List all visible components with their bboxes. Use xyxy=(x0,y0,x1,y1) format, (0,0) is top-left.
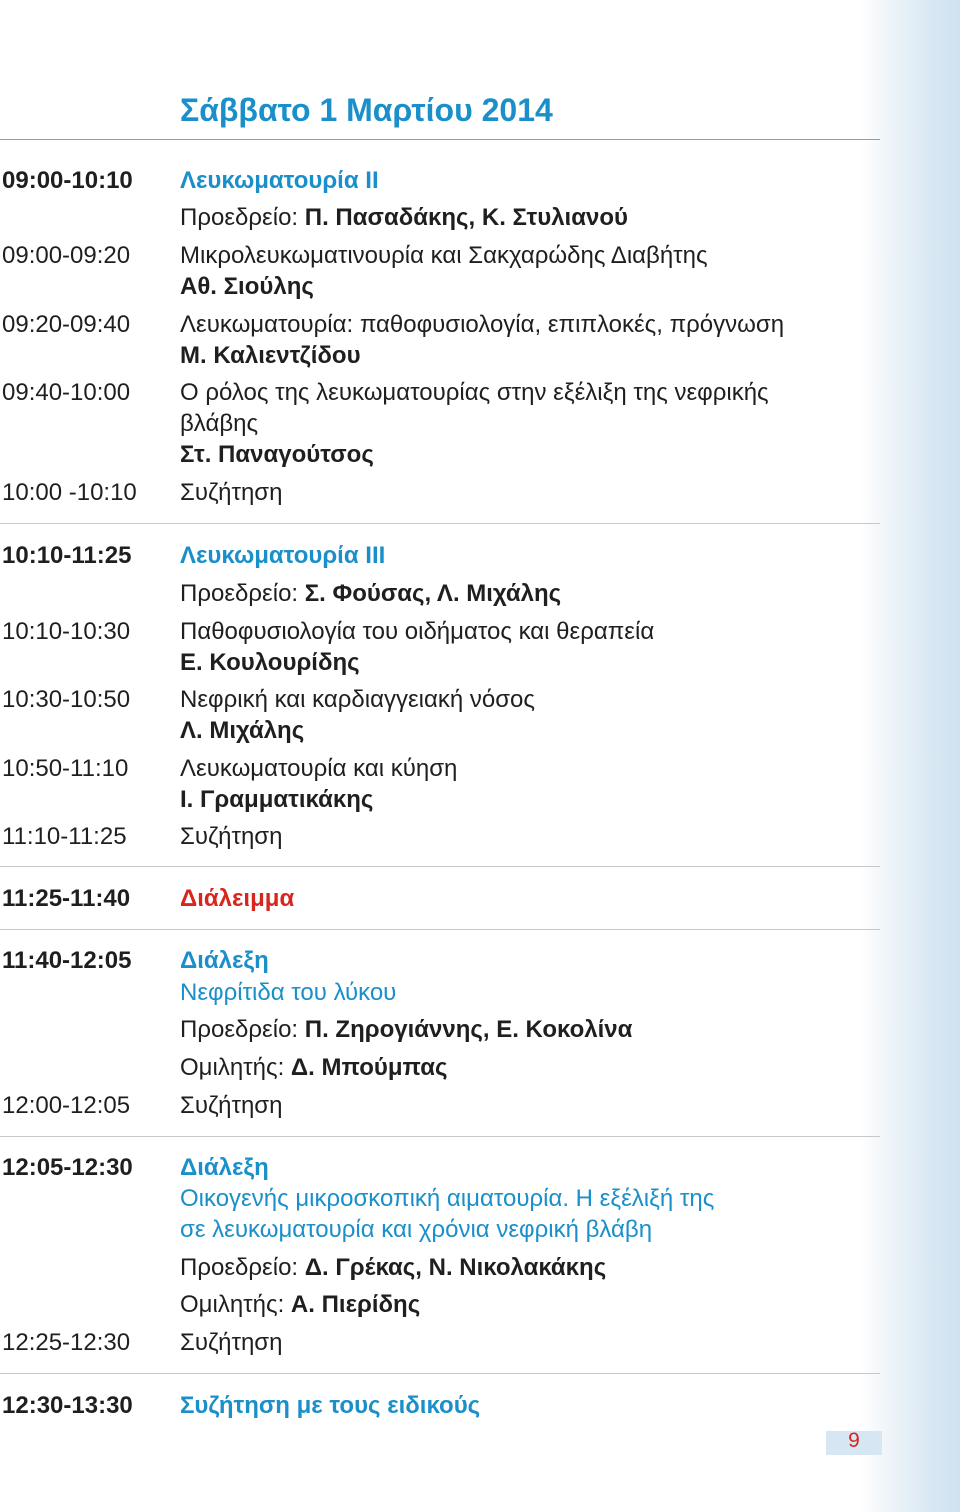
session-title: Λευκωματουρία ΙΙ xyxy=(180,167,379,194)
talk-title: Λευκωματουρία: παθοφυσιολογία, επιπλοκές, πρόγνωση xyxy=(180,311,785,338)
session-title: Συζήτηση με τους ειδικούς xyxy=(180,1392,481,1419)
talk-title-line1: Ο ρόλος της λευκωματουρίας στην εξέλιξη της νεφρικής xyxy=(180,379,769,406)
talk-title: Μικρολευκωματινουρία και Σακχαρώδης Διαβήτης xyxy=(180,242,708,269)
chair-line xyxy=(180,202,628,233)
talk-title-line2: βλάβης xyxy=(180,410,259,437)
discussion-label: Συζήτηση xyxy=(180,1329,283,1356)
session-time: 10:10-11:25 xyxy=(2,542,132,569)
lecture-kind: Διάλεξη xyxy=(180,947,269,974)
discussion-time: 10:00 -10:10 xyxy=(2,479,137,506)
session-title: Λευκωματουρία ΙΙΙ xyxy=(180,542,386,569)
lecture-title-line2: σε λευκωματουρία και χρόνια νεφρική βλάβη xyxy=(180,1216,653,1243)
chair-line xyxy=(180,578,561,609)
talk-speaker: Αθ. Σιούλης xyxy=(180,273,314,300)
section-divider xyxy=(0,929,880,930)
talk-speaker: Μ. Καλιεντζίδου xyxy=(180,342,361,369)
speaker-line xyxy=(180,1052,447,1083)
chair-label: Προεδρείο: xyxy=(180,580,299,607)
lecture-title-line1: Οικογενής μικροσκοπική αιματουρία. Η εξέλιξή της xyxy=(180,1185,715,1212)
talk-title: Παθοφυσιολογία του οιδήματος και θεραπεία xyxy=(180,618,655,645)
section-divider xyxy=(0,866,880,867)
session-time: 12:05-12:30 xyxy=(2,1154,133,1181)
speaker-name: Α. Πιερίδης xyxy=(290,1291,421,1318)
break-title: Διάλειμμα xyxy=(180,885,295,912)
lecture-kind: Διάλεξη xyxy=(180,1154,269,1181)
chair-label: Προεδρείο: xyxy=(180,1016,299,1043)
break-time: 11:25-11:40 xyxy=(2,885,131,912)
discussion-time: 12:00-12:05 xyxy=(2,1092,131,1119)
discussion-label: Συζήτηση xyxy=(180,479,283,506)
chair-names: Δ. Γρέκας, Ν. Νικολακάκης xyxy=(304,1254,607,1281)
decorative-side-band xyxy=(860,0,960,1512)
session-time: 12:30-13:30 xyxy=(2,1392,133,1419)
speaker-label: Ομιλητής: xyxy=(180,1054,285,1081)
talk-time: 09:20-09:40 xyxy=(2,311,131,338)
page-title: Σάββατο 1 Μαρτίου 2014 xyxy=(180,92,553,128)
talk-title: Νεφρική και καρδιαγγειακή νόσος xyxy=(180,686,535,713)
chair-label: Προεδρείο: xyxy=(180,1254,299,1281)
section-divider xyxy=(0,1136,880,1137)
discussion-time: 11:10-11:25 xyxy=(2,823,127,850)
session-time: 09:00-10:10 xyxy=(2,167,133,194)
talk-time: 09:40-10:00 xyxy=(2,379,131,406)
talk-time: 09:00-09:20 xyxy=(2,242,131,269)
section-divider xyxy=(0,523,880,524)
chair-names: Σ. Φούσας, Λ. Μιχάλης xyxy=(304,580,562,607)
discussion-label: Συζήτηση xyxy=(180,1092,283,1119)
speaker-name: Δ. Μπούμπας xyxy=(290,1054,448,1081)
chair-names: Π. Πασαδάκης, Κ. Στυλιανού xyxy=(304,204,628,231)
session-time: 11:40-12:05 xyxy=(2,947,132,974)
discussion-label: Συζήτηση xyxy=(180,823,283,850)
title-divider xyxy=(0,139,880,140)
talk-speaker: Λ. Μιχάλης xyxy=(180,717,305,744)
page-number: 9 xyxy=(848,1429,860,1452)
talk-time: 10:50-11:10 xyxy=(2,755,129,782)
talk-speaker: Ε. Κουλουρίδης xyxy=(180,649,360,676)
discussion-time: 12:25-12:30 xyxy=(2,1329,131,1356)
speaker-line xyxy=(180,1289,420,1320)
talk-speaker: Στ. Παναγούτσος xyxy=(180,441,374,468)
chair-names: Π. Ζηρογιάννης, Ε. Κοκολίνα xyxy=(304,1016,633,1043)
talk-time: 10:10-10:30 xyxy=(2,618,131,645)
talk-speaker: Ι. Γραμματικάκης xyxy=(180,786,374,813)
talk-title: Λευκωματουρία και κύηση xyxy=(180,755,458,782)
talk-time: 10:30-10:50 xyxy=(2,686,131,713)
chair-label: Προεδρείο: xyxy=(180,204,299,231)
chair-line xyxy=(180,1014,632,1045)
section-divider xyxy=(0,1373,880,1374)
speaker-label: Ομιλητής: xyxy=(180,1291,285,1318)
chair-line xyxy=(180,1252,606,1283)
lecture-title: Νεφρίτιδα του λύκου xyxy=(180,979,397,1006)
